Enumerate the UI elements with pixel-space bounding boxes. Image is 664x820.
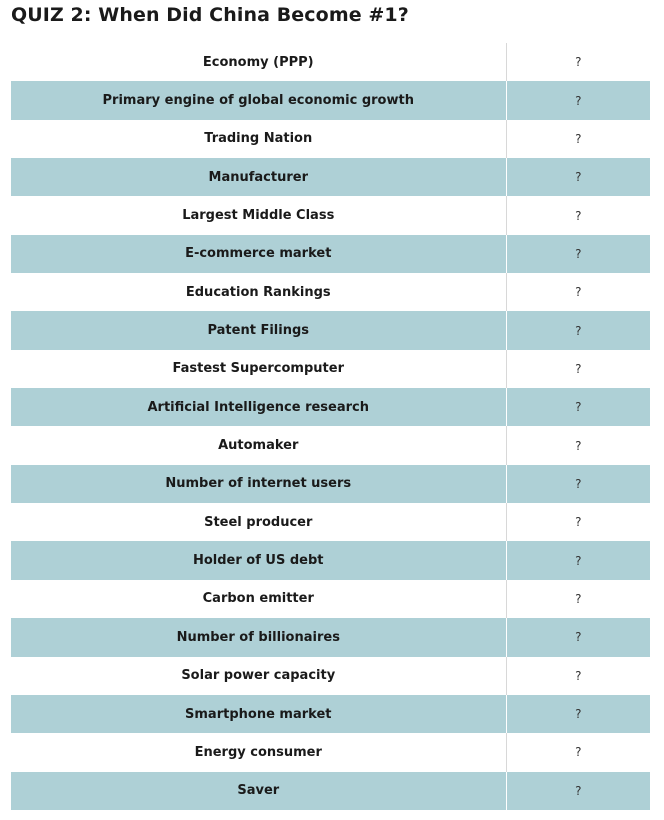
table-row	[11, 388, 650, 426]
answer-cell: ?	[506, 273, 650, 311]
category-cell: Primary engine of global economic growth	[11, 81, 506, 119]
category-cell: Manufacturer	[11, 158, 506, 196]
table-row	[11, 81, 650, 119]
table-row	[11, 657, 650, 695]
table-row	[11, 465, 650, 503]
answer-cell: ?	[506, 350, 650, 388]
table-row	[11, 503, 650, 541]
answer-cell: ?	[506, 772, 650, 810]
category-cell: Economy (PPP)	[11, 43, 506, 81]
answer-cell: ?	[506, 388, 650, 426]
table-row	[11, 772, 650, 810]
category-cell: Patent Filings	[11, 311, 506, 349]
answer-cell: ?	[506, 81, 650, 119]
table-row	[11, 580, 650, 618]
table-row	[11, 733, 650, 771]
category-cell: Trading Nation	[11, 120, 506, 158]
table-row	[11, 120, 650, 158]
answer-cell: ?	[506, 196, 650, 234]
table-row	[11, 273, 650, 311]
answer-cell: ?	[506, 311, 650, 349]
answer-cell: ?	[506, 695, 650, 733]
category-cell: Education Rankings	[11, 273, 506, 311]
answer-cell: ?	[506, 43, 650, 81]
category-cell: Smartphone market	[11, 695, 506, 733]
table-row	[11, 618, 650, 656]
category-cell: Holder of US debt	[11, 541, 506, 579]
answer-cell: ?	[506, 657, 650, 695]
answer-cell: ?	[506, 503, 650, 541]
answer-cell: ?	[506, 426, 650, 464]
category-cell: E-commerce market	[11, 235, 506, 273]
table-row	[11, 196, 650, 234]
answer-cell: ?	[506, 541, 650, 579]
category-cell: Carbon emitter	[11, 580, 506, 618]
answer-cell: ?	[506, 235, 650, 273]
quiz-table-body	[11, 43, 650, 810]
table-row	[11, 426, 650, 464]
table-row	[11, 350, 650, 388]
table-row	[11, 541, 650, 579]
category-cell: Largest Middle Class	[11, 196, 506, 234]
table-row	[11, 43, 650, 81]
answer-cell: ?	[506, 580, 650, 618]
category-cell: Number of billionaires	[11, 618, 506, 656]
table-row	[11, 235, 650, 273]
category-cell: Fastest Supercomputer	[11, 350, 506, 388]
page-title: QUIZ 2: When Did China Become #1?	[11, 4, 409, 26]
table-row	[11, 158, 650, 196]
quiz-table	[11, 43, 650, 810]
table-row	[11, 695, 650, 733]
answer-cell: ?	[506, 618, 650, 656]
answer-cell: ?	[506, 120, 650, 158]
category-cell: Solar power capacity	[11, 657, 506, 695]
category-cell: Saver	[11, 772, 506, 810]
category-cell: Artificial Intelligence research	[11, 388, 506, 426]
answer-cell: ?	[506, 733, 650, 771]
category-cell: Steel producer	[11, 503, 506, 541]
answer-cell: ?	[506, 465, 650, 503]
table-row	[11, 311, 650, 349]
category-cell: Number of internet users	[11, 465, 506, 503]
category-cell: Energy consumer	[11, 733, 506, 771]
category-cell: Automaker	[11, 426, 506, 464]
answer-cell: ?	[506, 158, 650, 196]
